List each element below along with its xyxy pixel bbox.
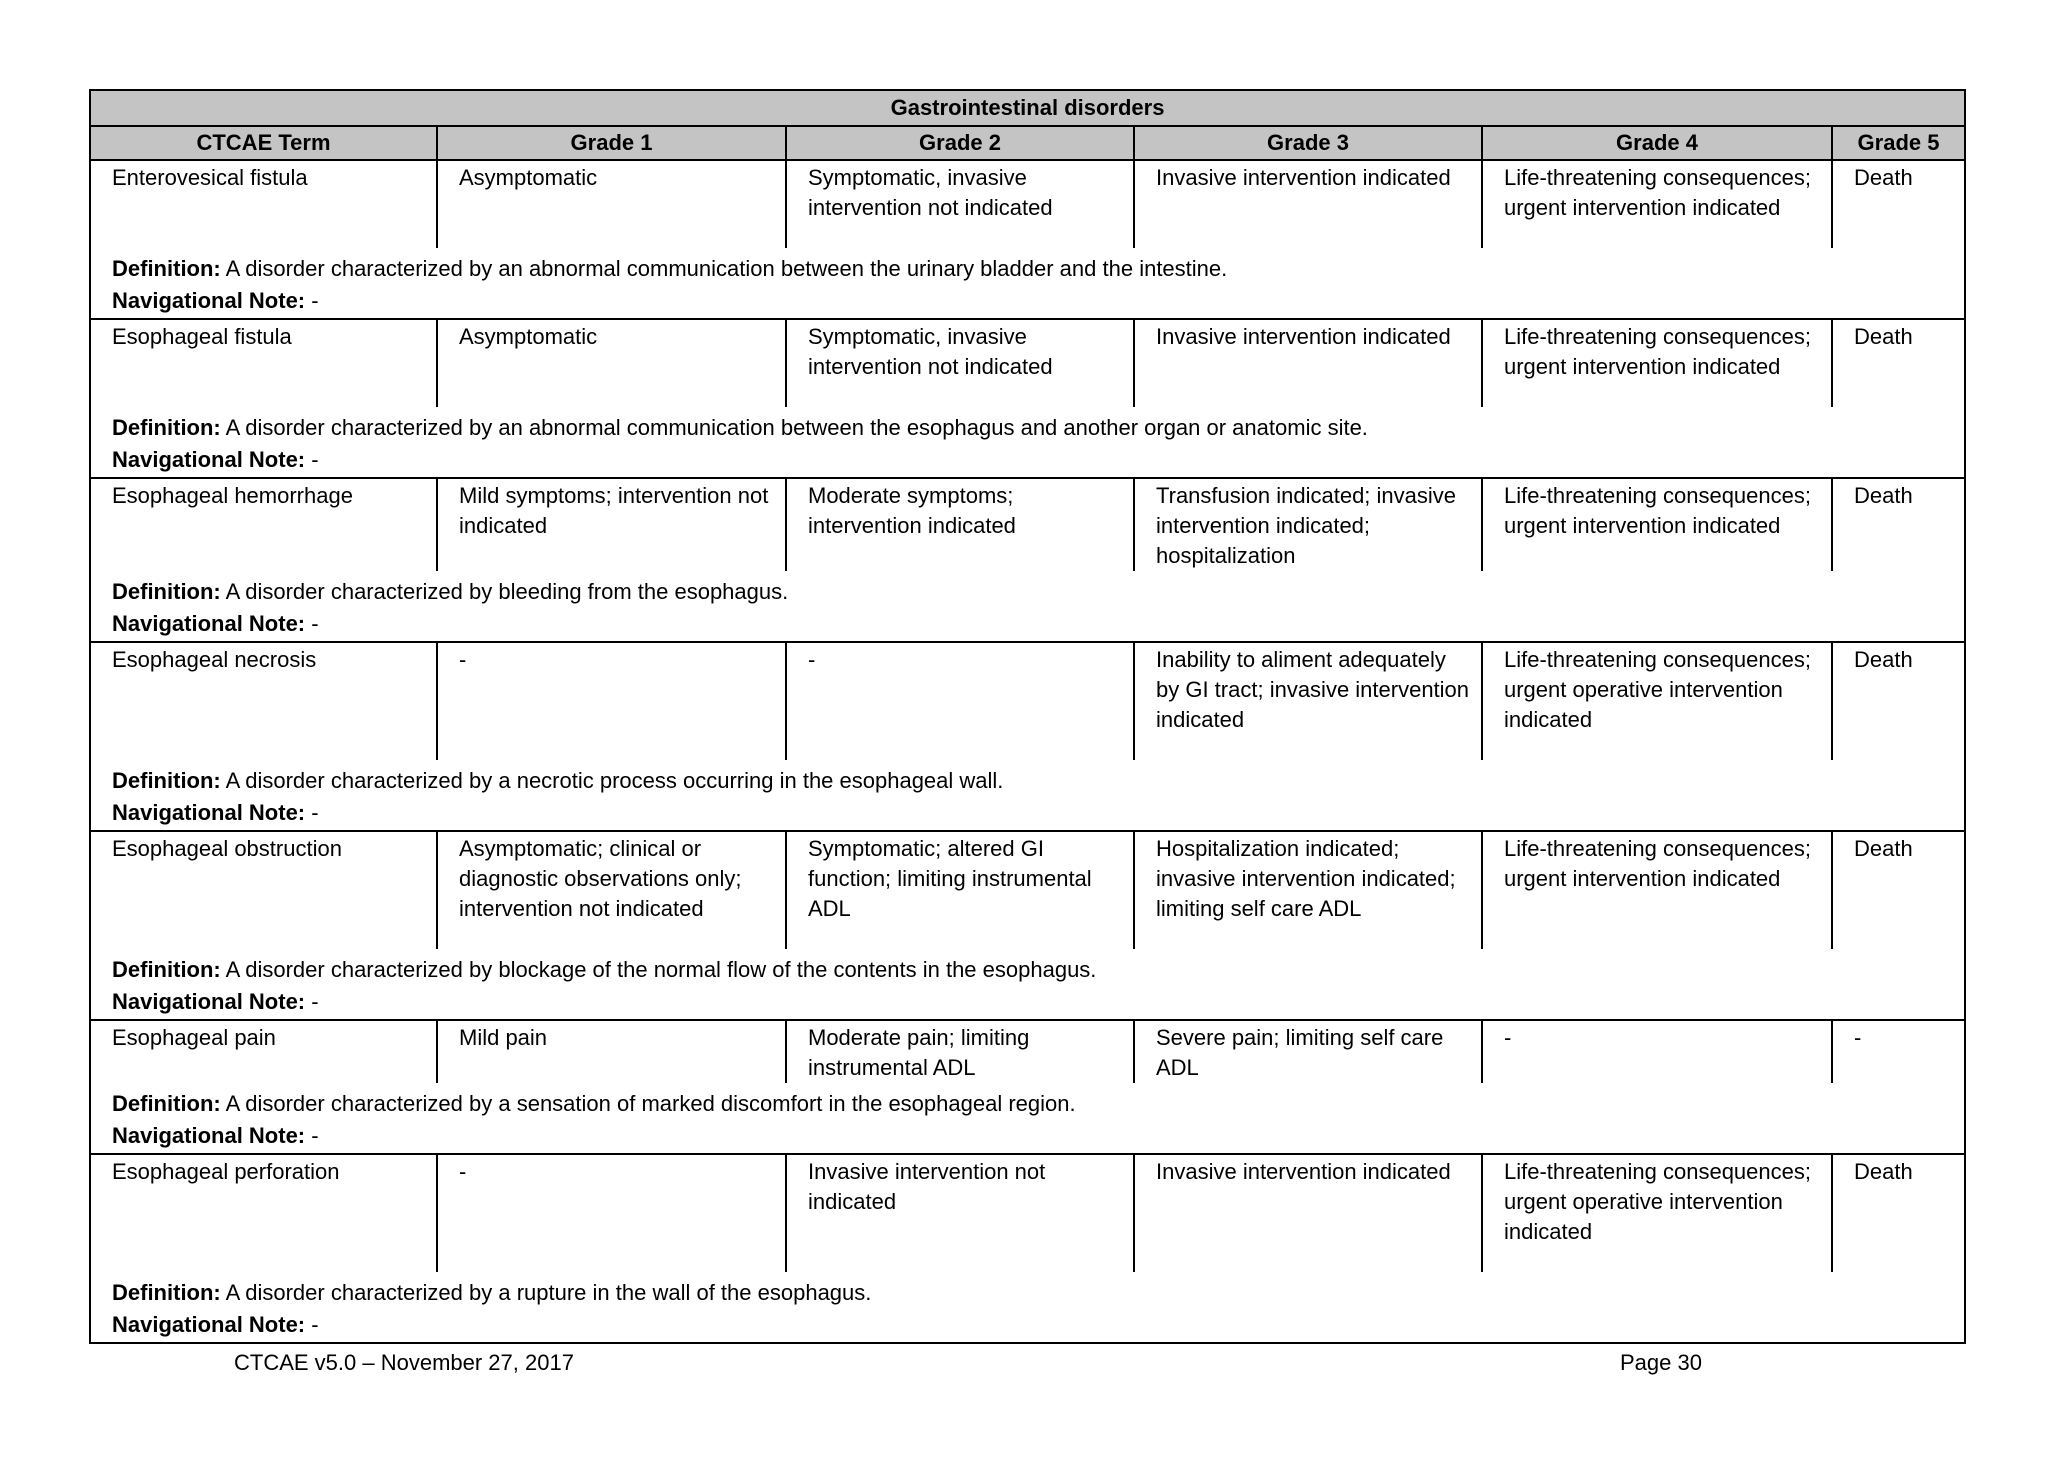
grade-3-cell: Invasive intervention indicated xyxy=(1134,160,1482,248)
grade-1-cell: Asymptomatic; clinical or diagnostic observations only; intervention not indicated xyxy=(437,831,786,949)
navigational-note-row xyxy=(90,986,1965,1020)
grade-4-cell: Life-threatening consequences; urgent intervention indicated xyxy=(1482,319,1832,407)
table-title: Gastrointestinal disorders xyxy=(90,90,1965,126)
term-row xyxy=(90,1020,1965,1083)
term-cell: Esophageal hemorrhage xyxy=(90,478,437,571)
grade-3-cell: Invasive intervention indicated xyxy=(1134,319,1482,407)
definition-row xyxy=(90,1272,1965,1309)
navigational-note-label: Navigational Note: xyxy=(112,611,306,636)
grade-2-cell: Invasive intervention not indicated xyxy=(786,1154,1134,1272)
definition-label: Definition: xyxy=(112,579,221,604)
grade-5-cell: - xyxy=(1832,1020,1965,1083)
grade-3-cell: Transfusion indicated; invasive intervention indicated; hospitalization xyxy=(1134,478,1482,571)
grade-4-cell: - xyxy=(1482,1020,1832,1083)
definition-row xyxy=(90,1083,1965,1120)
navigational-note-cell xyxy=(90,1120,1965,1154)
header-grade-2: Grade 2 xyxy=(786,126,1134,160)
definition-cell xyxy=(90,407,1965,444)
navigational-note-label: Navigational Note: xyxy=(112,447,306,472)
definition-row xyxy=(90,571,1965,608)
grade-5-cell: Death xyxy=(1832,319,1965,407)
grade-1-cell: Mild pain xyxy=(437,1020,786,1083)
navigational-note-cell xyxy=(90,608,1965,642)
navigational-note-label: Navigational Note: xyxy=(112,1123,306,1148)
term-row xyxy=(90,478,1965,571)
navigational-note-label: Navigational Note: xyxy=(112,1312,306,1337)
term-row xyxy=(90,1154,1965,1272)
grade-2-cell: - xyxy=(786,642,1134,760)
definition-cell xyxy=(90,1272,1965,1309)
definition-text: A disorder characterized by blockage of the normal flow of the contents in the esophagus. xyxy=(225,957,1097,982)
definition-cell xyxy=(90,571,1965,608)
term-row xyxy=(90,319,1965,407)
navigational-note-text: - xyxy=(311,288,319,313)
definition-label: Definition: xyxy=(112,957,221,982)
definition-cell xyxy=(90,1083,1965,1120)
grade-1-cell: Asymptomatic xyxy=(437,160,786,248)
grade-2-cell: Symptomatic, invasive intervention not indicated xyxy=(786,160,1134,248)
navigational-note-cell xyxy=(90,1309,1965,1343)
grade-5-cell: Death xyxy=(1832,1154,1965,1272)
navigational-note-row xyxy=(90,444,1965,478)
navigational-note-text: - xyxy=(311,611,319,636)
navigational-note-text: - xyxy=(311,800,319,825)
grade-1-cell: - xyxy=(437,642,786,760)
definition-cell xyxy=(90,760,1965,797)
grade-5-cell: Death xyxy=(1832,642,1965,760)
definition-cell xyxy=(90,949,1965,986)
grade-3-cell: Invasive intervention indicated xyxy=(1134,1154,1482,1272)
definition-row xyxy=(90,760,1965,797)
grade-5-cell: Death xyxy=(1832,478,1965,571)
definition-text: A disorder characterized by bleeding from the esophagus. xyxy=(225,579,789,604)
term-cell: Esophageal perforation xyxy=(90,1154,437,1272)
grade-3-cell: Inability to aliment adequately by GI tract; invasive intervention indicated xyxy=(1134,642,1482,760)
navigational-note-row xyxy=(90,1309,1965,1343)
footer-version: CTCAE v5.0 – November 27, 2017 xyxy=(234,1350,574,1375)
navigational-note-cell xyxy=(90,444,1965,478)
term-row xyxy=(90,160,1965,248)
header-row xyxy=(90,126,1965,160)
grade-2-cell: Symptomatic; altered GI function; limiting instrumental ADL xyxy=(786,831,1134,949)
navigational-note-row xyxy=(90,797,1965,831)
definition-text: A disorder characterized by a sensation of marked discomfort in the esophageal region. xyxy=(225,1091,1076,1116)
definition-cell xyxy=(90,248,1965,285)
definition-row xyxy=(90,949,1965,986)
navigational-note-cell xyxy=(90,986,1965,1020)
term-cell: Enterovesical fistula xyxy=(90,160,437,248)
navigational-note-label: Navigational Note: xyxy=(112,989,306,1014)
footer-page-number: Page 30 xyxy=(1620,1350,1702,1375)
grade-4-cell: Life-threatening consequences; urgent intervention indicated xyxy=(1482,478,1832,571)
grade-5-cell: Death xyxy=(1832,160,1965,248)
grade-5-cell: Death xyxy=(1832,831,1965,949)
grade-1-cell: Asymptomatic xyxy=(437,319,786,407)
header-grade-1: Grade 1 xyxy=(437,126,786,160)
term-row xyxy=(90,831,1965,949)
navigational-note-row xyxy=(90,1120,1965,1154)
term-row xyxy=(90,642,1965,760)
navigational-note-cell xyxy=(90,797,1965,831)
navigational-note-label: Navigational Note: xyxy=(112,800,306,825)
definition-label: Definition: xyxy=(112,415,221,440)
grade-4-cell: Life-threatening consequences; urgent operative intervention indicated xyxy=(1482,1154,1832,1272)
grade-4-cell: Life-threatening consequences; urgent intervention indicated xyxy=(1482,831,1832,949)
navigational-note-text: - xyxy=(311,447,319,472)
definition-label: Definition: xyxy=(112,1091,221,1116)
definition-text: A disorder characterized by a necrotic process occurring in the esophageal wall. xyxy=(225,768,1004,793)
definition-label: Definition: xyxy=(112,1280,221,1305)
header-ctcae-term: CTCAE Term xyxy=(90,126,437,160)
definition-row xyxy=(90,407,1965,444)
navigational-note-text: - xyxy=(311,1123,319,1148)
grade-1-cell: - xyxy=(437,1154,786,1272)
ctcae-table xyxy=(89,89,1966,1344)
navigational-note-row xyxy=(90,285,1965,319)
navigational-note-row xyxy=(90,608,1965,642)
grade-2-cell: Moderate symptoms; intervention indicated xyxy=(786,478,1134,571)
navigational-note-label: Navigational Note: xyxy=(112,288,306,313)
definition-text: A disorder characterized by a rupture in the wall of the esophagus. xyxy=(225,1280,872,1305)
definition-text: A disorder characterized by an abnormal communication between the urinary bladder and the intestine. xyxy=(225,256,1228,281)
term-cell: Esophageal fistula xyxy=(90,319,437,407)
header-grade-5: Grade 5 xyxy=(1832,126,1965,160)
term-cell: Esophageal pain xyxy=(90,1020,437,1083)
grade-1-cell: Mild symptoms; intervention not indicated xyxy=(437,478,786,571)
navigational-note-cell xyxy=(90,285,1965,319)
header-grade-4: Grade 4 xyxy=(1482,126,1832,160)
grade-4-cell: Life-threatening consequences; urgent operative intervention indicated xyxy=(1482,642,1832,760)
term-cell: Esophageal necrosis xyxy=(90,642,437,760)
definition-text: A disorder characterized by an abnormal communication between the esophagus and another organ or anatomic site. xyxy=(225,415,1368,440)
definition-row xyxy=(90,248,1965,285)
navigational-note-text: - xyxy=(311,1312,319,1337)
grade-2-cell: Moderate pain; limiting instrumental ADL xyxy=(786,1020,1134,1083)
definition-label: Definition: xyxy=(112,256,221,281)
grade-3-cell: Severe pain; limiting self care ADL xyxy=(1134,1020,1482,1083)
definition-label: Definition: xyxy=(112,768,221,793)
header-grade-3: Grade 3 xyxy=(1134,126,1482,160)
grade-4-cell: Life-threatening consequences; urgent intervention indicated xyxy=(1482,160,1832,248)
navigational-note-text: - xyxy=(311,989,319,1014)
term-cell: Esophageal obstruction xyxy=(90,831,437,949)
grade-3-cell: Hospitalization indicated; invasive intervention indicated; limiting self care ADL xyxy=(1134,831,1482,949)
grade-2-cell: Symptomatic, invasive intervention not indicated xyxy=(786,319,1134,407)
